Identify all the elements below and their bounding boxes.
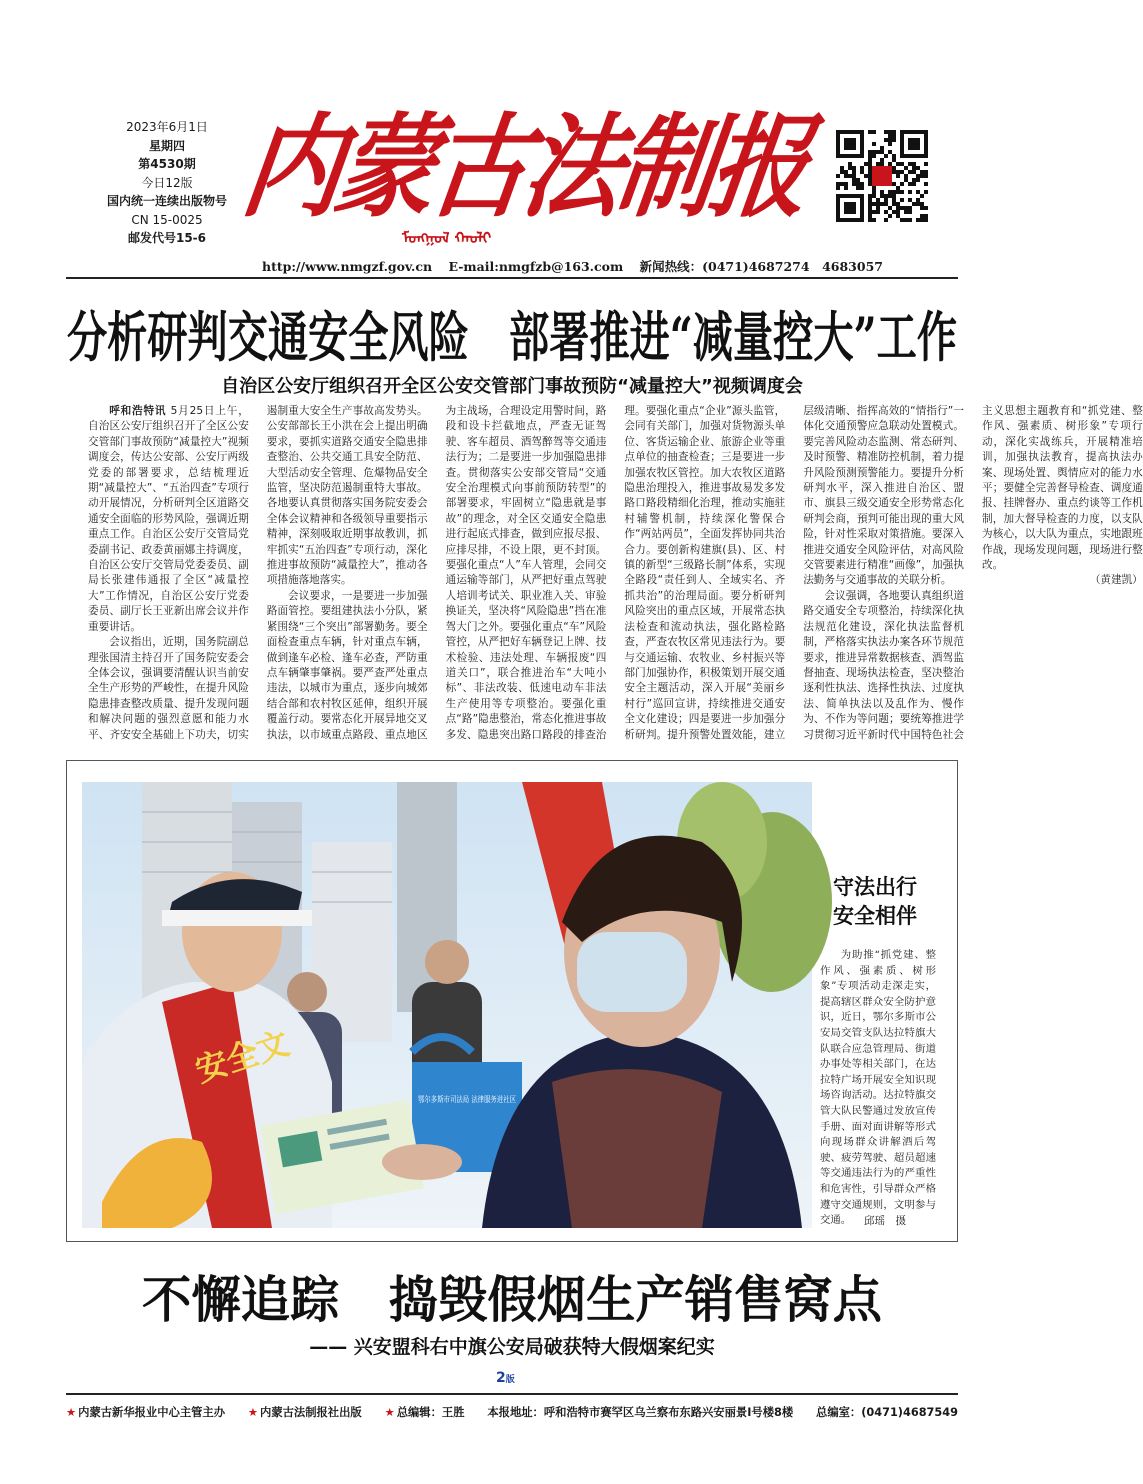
news-photo [82,782,812,1228]
logo-text: 内蒙古法制报 [235,100,890,233]
footer-office: 总编室：(0471)4687549 [816,1406,958,1419]
footer [66,1404,958,1420]
news-hotline: 新闻热线：(0471)4687274 4683057 [639,259,883,274]
mongolian-title: ᠮᠣᠩᠭᠣᠯ ᠬᠠᠤᠯᠢ [402,229,492,247]
star-icon: ★ [66,1406,77,1419]
article-paragraph: 会议强调，各地要认真组织道路交通安全专项整治，持续深化执法规范化建设，深化执法监督机制，严格落实执法办案各环节规范要求，推进异常数据核查、酒驾监督抽查、现场执法检查，坚决整治逐利性执法、选择性执法、过度执法、简单执法以及乱作为、慢作为、不作为等问题；要统筹推进学习贯彻习近平新时代中国特色社会主义思想主题教育和“抓党建、整作风、强素质、树形象”专项行动，深化实战练兵，开展精准培训，加强执法教育，提高执法办案、现场处置、舆情应对的能力水平；要健全完善督导检查、调度通报、挂牌督办、重点约谈等工作机制，加大督导检查的力度，以支队为核心，以大队为重点，实地跟班作战，现场发现问题，现场进行整改。 [803,405,1143,741]
footer-publisher: ★ 内蒙古法制报社出版 [247,1406,362,1419]
star-icon: ★ [384,1406,395,1419]
contact-line [262,257,895,275]
lead-deck: 自治区公安厅组织召开全区公安交管部门事故预防“减量控大”视频调度会 [221,376,803,397]
bag-text: 鄂尔多斯市司法局 法律服务进社区 [418,1095,541,1104]
svg-text:分析研判交通安全风险 部署推进“减量控大”工作: 分析研判交通安全风险 部署推进“减量控大”工作 [67,305,957,369]
serial-label: 国内统一连续出版物号 [106,194,227,208]
footer-sponsor: ★ 内蒙古新华报业中心主管主办 [66,1406,226,1419]
photo-caption: 为助推“抓党建、整作风、强素质、树形象”专项活动走深走实，提高辖区群众安全防护意识，近日，鄂尔多斯市公安局交管支队达拉特旗大队联合应急管理局、街道办事处等相关部门，在达拉特广场开展安全知识现场咨询活动。达拉特旗交管大队民警通过发放宣传手册、面对面讲解等形式向现场群众讲解酒后驾驶、疲劳驾驶、超员超速等交通违法行为的严重性和危害性，引导群众严格遵守交通规则，文明参与交通。 [820,949,936,1227]
issue-weekday: 星期四 [148,138,185,153]
second-headline[interactable] [66,1262,958,1332]
website-link[interactable]: http://www.nmgzf.gov.cn [262,259,433,274]
issue-pages: 今日12版 [141,175,193,190]
article-paragraph: 呼和浩特讯 5月25日上午，自治区公安厅组织召开了全区公安交管部门事故预防“减量控大”视频调度会，传达公安部、公安厅两级党委的部署要求，总结梳理近期“减量控大”、“五治四查”专项行动开展情况，分析研判全区道路交通安全面临的形势风险，强调近期重点工作。自治区公安厅交管局党委副书记、政委黄丽娜主持调度，自治区公安厅交管局党委委员、副局长张建伟通报了全区“减量控大”工作情况，自治区公安厅党委委员、副厅长王亚新出席会议并作重要讲话。 [88,405,249,633]
newspaper-logo [235,84,890,234]
postal-code: 邮发代号15-6 [127,231,207,245]
email-address: E-mail:nmgfzb@163.com [448,259,624,274]
star-icon: ★ [247,1406,259,1419]
issue-date: 2023年6月1日 [126,120,208,134]
photo-credit: 邱瑶 摄 [864,1215,906,1227]
qr-code-icon [836,130,928,222]
issue-info [92,118,242,248]
issue-number: 第4530期 [138,157,196,171]
second-subhead: —— 兴安盟科右中旗公安局破获特大假烟案纪实 [309,1336,715,1358]
lead-article [88,404,1143,756]
cn-number: CN 15-0025 [131,212,203,227]
masthead-rule [66,277,958,279]
footer-rule [66,1393,958,1395]
footer-address: 本报地址：呼和浩特市赛罕区乌兰察布东路兴安丽景Ⅰ号楼8楼 [487,1406,794,1419]
photo-caption-title: 守法出行 安全相伴 [833,874,917,928]
article-signature: （黄建凯） [1089,574,1143,587]
footer-editor: ★ 总编辑：王胜 [384,1406,465,1419]
page-reference-link[interactable]: 2版 [496,1370,515,1386]
article-paragraph: 会议要求，一是要进一步加强路面管控。要组建执法小分队，紧紧围绕“三个突出”部署勤务。要全面检查重点车辆，针对重点车辆，做到逢车必检、逢车必查，严防重点车辆肇事肇祸。要严查严处重点违法，以城市为重点，逐步向城郊结合部和农村牧区延伸，组织开展覆盖行动。要常态化开展异地交叉执法，以市域重点路段、重点地区为主战场，合理设定用警时间，路段和设卡拦截地点，严查无证驾驶、客车超员、酒驾醉驾等交通违法行为；二是要进一步加强隐患排查。贯彻落实公安部交管局“交通安全治理模式向事前预防转型”的部署要求，牢固树立“隐患就是事故”的理念，对全区交通安全隐患进行起底式排查，做到应报尽报、应排尽排，不设上限，更不封顶。要强化重点“人”车人管理，会同交通运输等部门，从严把好重点驾驶人培训考试关、职业准入关、审验换证关，坚决将“风险隐患”挡在准驾大门之外。要强化重点“车”风险管控，从严把好车辆登记上牌、技术检验、违法处理、车辆报废“四道关口”，联合推进治车“大吨小标”、非法改装、低速电动车非法生产使用等专项整治。要强化重点“路”隐患整治，常态化推进事故多发、隐患突出路口路段的排查治理。要强化重点“企业”源头监管，会同有关部门，加强对货物源头单位、客货运输企业、旅游企业等重点单位的抽查检查；三是要进一步加强农牧区管控。加大农牧区道路隐患治理投入，推进事故易发多发路口路段精细化治理，推动实施驻村辅警机制，持续深化警保合作“两站两员”，全面发挥协同共治合力。要创新构建旗(县)、区、村镇的新型“三级路长制”体系，实现全路段“责任到人、全域实名、齐抓共治”的治理局面。要分析研判风险突出的重点区域，开展常态执法检查和流动执法，强化路检路查，严查农牧区常见违法行为。要与交通运输、农牧业、乡村振兴等部门加强协作，积极策划开展交通安全主题活动，深入开展“美丽乡村行”巡回宣讲，持续推进交通安全文化建设；四是要进一步加强分析研判。提升预警处置效能，建立层级清晰、指挥高效的“情指行”一体化交通预警应急联动处置模式。要完善风险动态监测、常态研判、及时预警、精准防控机制，着力提升风险预测预警能力。要提升分析研判水平，深入推进自治区、盟市、旗县三级交通安全形势常态化研判会商，預判可能出现的重大风险，针对性采取对策措施。要深入推进交通安全风险评估，对高风险交管要素进行精准“画像”，加强执法勤务与交通事故的关联分析。 [266,405,964,741]
sash-text: 安全文 [190,1023,294,1090]
dateline: 呼和浩特讯 [109,405,167,417]
lead-headline [66,296,958,374]
svg-text:不懈追踪 捣毁假烟生产销售窝点: 不懈追踪 捣毁假烟生产销售窝点 [142,1270,883,1329]
article-paragraph: 会议指出，近期，国务院副总理张国清主持召开了国务院安委会全体会议，强调要清醒认识当前安全生产形势的严峻性，在提升风险隐患排查整改质量、提升发现问题和解决问题的强烈意愿和能力水平、齐安安全基础上下功夫，切实遏制重大安全生产事故高发势头。公安部部长王小洪在会上提出明确要求，要抓实道路交通安全隐患排查整治、公共交通工具安全防范、大型活动安全管理、危爆物品安全监管，坚决防范遏制重特大事故。各地要认真贯彻落实国务院安委会全体会议精神和各级领导重要指示精神，深刻吸取近期事故教训，抓牢抓实“五治四查”专项行动，深化推进事故预防“减量控大”，推动各项措施落地落实。 [88,405,428,741]
